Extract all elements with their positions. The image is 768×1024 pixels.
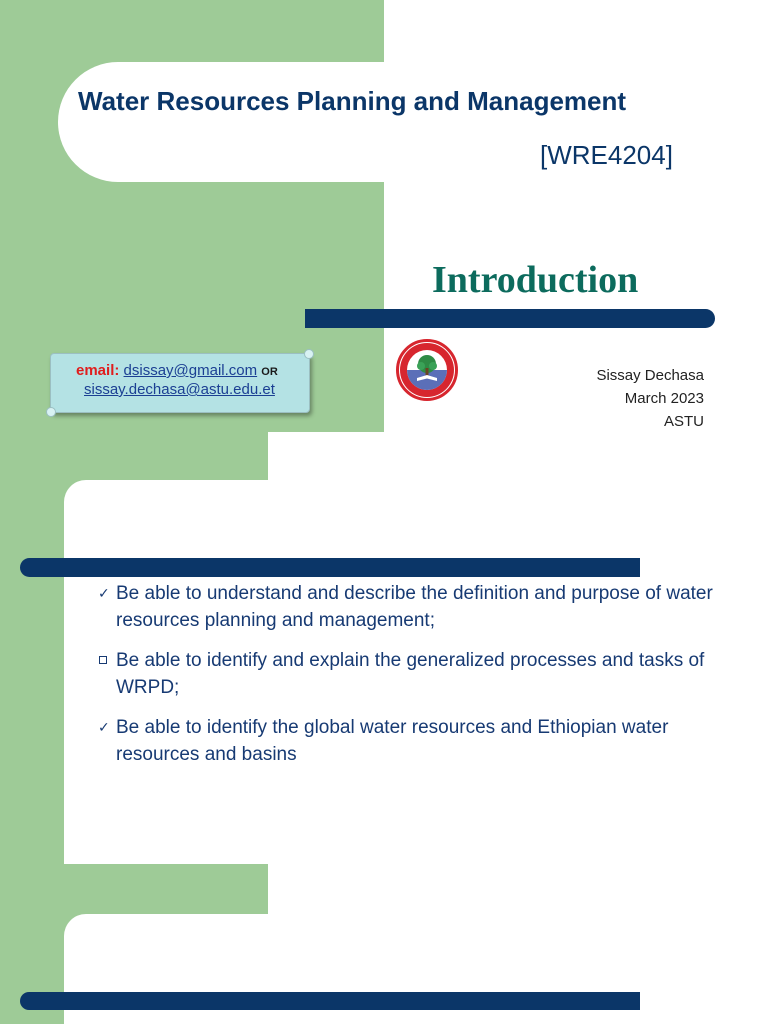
- course-title: Water Resources Planning and Management: [78, 86, 627, 116]
- title-slide: [0, 0, 768, 432]
- header-bar: [20, 992, 640, 1010]
- email-secondary-link[interactable]: sissay.dechasa@astu.edu.et: [84, 381, 275, 398]
- check-icon: ✓: [98, 585, 110, 601]
- email-primary-link[interactable]: dsissay@gmail.com: [123, 362, 258, 379]
- objectives-slide: [0, 432, 768, 864]
- course-code: [WRE4204]: [540, 140, 673, 170]
- contact-line-secondary: [84, 381, 275, 398]
- objective-text: Be able to understand and describe the definition and purpose of water resources planning and management;: [116, 583, 713, 631]
- objective-text: Be able to identify the global water resources and Ethiopian water resources and basins: [116, 717, 669, 765]
- author-name: Sissay Dechasa: [596, 367, 704, 384]
- header-bar: [20, 558, 640, 577]
- email-or-text: OR: [261, 366, 278, 378]
- next-slide-partial: [0, 864, 768, 1024]
- list-item: [98, 714, 738, 768]
- email-label: email:: [76, 362, 120, 379]
- presentation-date: March 2023: [624, 390, 704, 407]
- title-underline-bar: [305, 309, 715, 328]
- contact-line-primary: [76, 362, 278, 379]
- author-block: [596, 364, 704, 432]
- list-item: [98, 647, 738, 701]
- list-item: [98, 580, 738, 634]
- objectives-list: [98, 580, 738, 781]
- slide-subtitle: Introduction: [432, 259, 639, 301]
- objective-text: Be able to identify and explain the generalized processes and tasks of WRPD;: [116, 650, 705, 698]
- university-logo: [396, 339, 458, 401]
- institution: ASTU: [663, 413, 704, 430]
- check-icon: ✓: [98, 719, 110, 735]
